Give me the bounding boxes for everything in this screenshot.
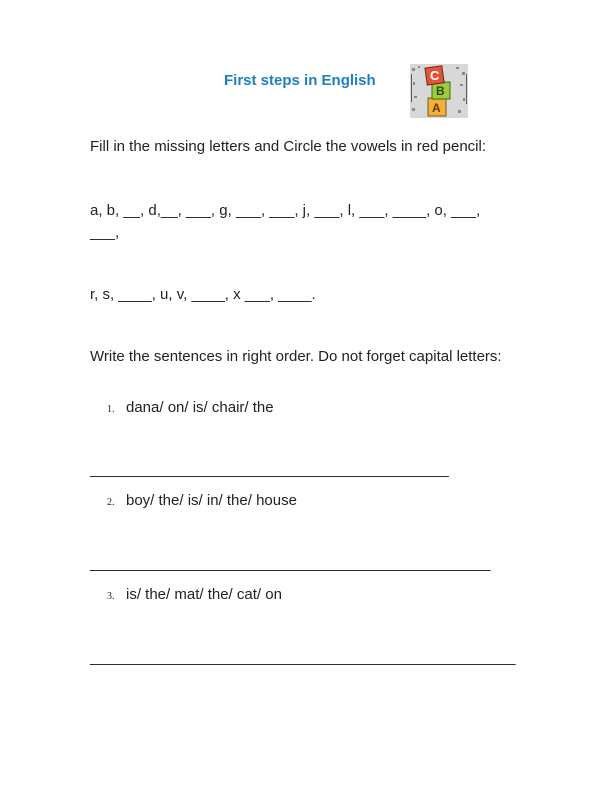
abc-blocks-icon [408, 62, 470, 120]
item-text: dana/ on/ is/ chair/ the [126, 399, 274, 416]
item-text: boy/ the/ is/ in/ the/ house [126, 492, 297, 509]
alphabet-line-1: a, b, __, d,__, ___, g, ___, ___, j, ___, l, ___, ____, o, ___, [90, 202, 481, 219]
answer-line-1: ___________________________________________ [90, 461, 449, 478]
item-text: is/ the/ mat/ the/ cat/ on [126, 586, 282, 603]
sentence-item-1 [107, 399, 274, 416]
sentence-item-3 [107, 586, 282, 603]
answer-line-3: ___________________________________________________ [90, 649, 516, 666]
worksheet-title: First steps in English [224, 72, 376, 89]
item-number: 1. [107, 404, 115, 415]
fill-letters-instruction: Fill in the missing letters and Circle the vowels in red pencil: [90, 138, 486, 155]
block-letter-b: B [436, 84, 445, 98]
alphabet-line-3: r, s, ____, u, v, ____, x ___, ____. [90, 286, 316, 303]
block-letter-a: A [432, 101, 441, 115]
item-number: 2. [107, 497, 115, 508]
item-number: 3. [107, 591, 115, 602]
answer-line-2: ________________________________________________ [90, 555, 491, 572]
sentence-item-2 [107, 492, 297, 509]
reorder-instruction: Write the sentences in right order. Do not forget capital letters: [90, 348, 502, 365]
block-letter-c: C [430, 68, 440, 83]
alphabet-line-2: ___, [90, 224, 120, 241]
